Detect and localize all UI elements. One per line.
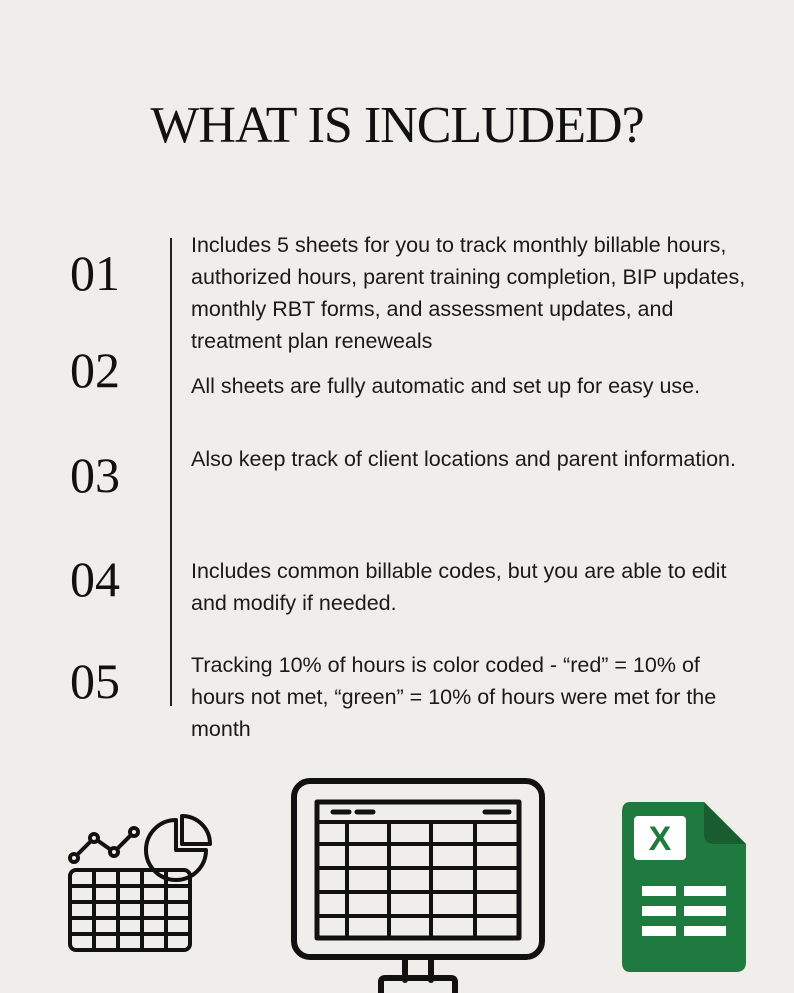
item-number-01: 01	[70, 245, 120, 301]
item-text-02: All sheets are fully automatic and set up for easy use.	[191, 374, 701, 398]
item-text-05: Tracking 10% of hours is color coded - “red” = 10% of hours not met, “green” = 10% of hours were met for the month	[191, 653, 717, 741]
item-number-05: 05	[70, 653, 120, 709]
item-text-01: Includes 5 sheets for you to track monthly billable hours, authorized hours, parent training completion, BIP updates, monthly RBT forms, and assessment updates, and treatment plan reneweals	[191, 233, 746, 353]
excel-icon	[620, 800, 748, 974]
svg-text:X: X	[648, 820, 672, 858]
item-number-03: 03	[70, 447, 120, 503]
vertical-divider	[170, 238, 172, 706]
item-number-02: 02	[70, 342, 120, 398]
chart-spreadsheet-icon	[66, 812, 212, 956]
item-number-04: 04	[70, 551, 120, 607]
item-text-04: Includes common billable codes, but you are able to edit and modify if needed.	[191, 559, 727, 615]
monitor-spreadsheet-icon	[289, 776, 547, 993]
page-title: WHAT IS INCLUDED?	[150, 97, 644, 154]
item-text-03: Also keep track of client locations and parent information.	[191, 447, 736, 471]
